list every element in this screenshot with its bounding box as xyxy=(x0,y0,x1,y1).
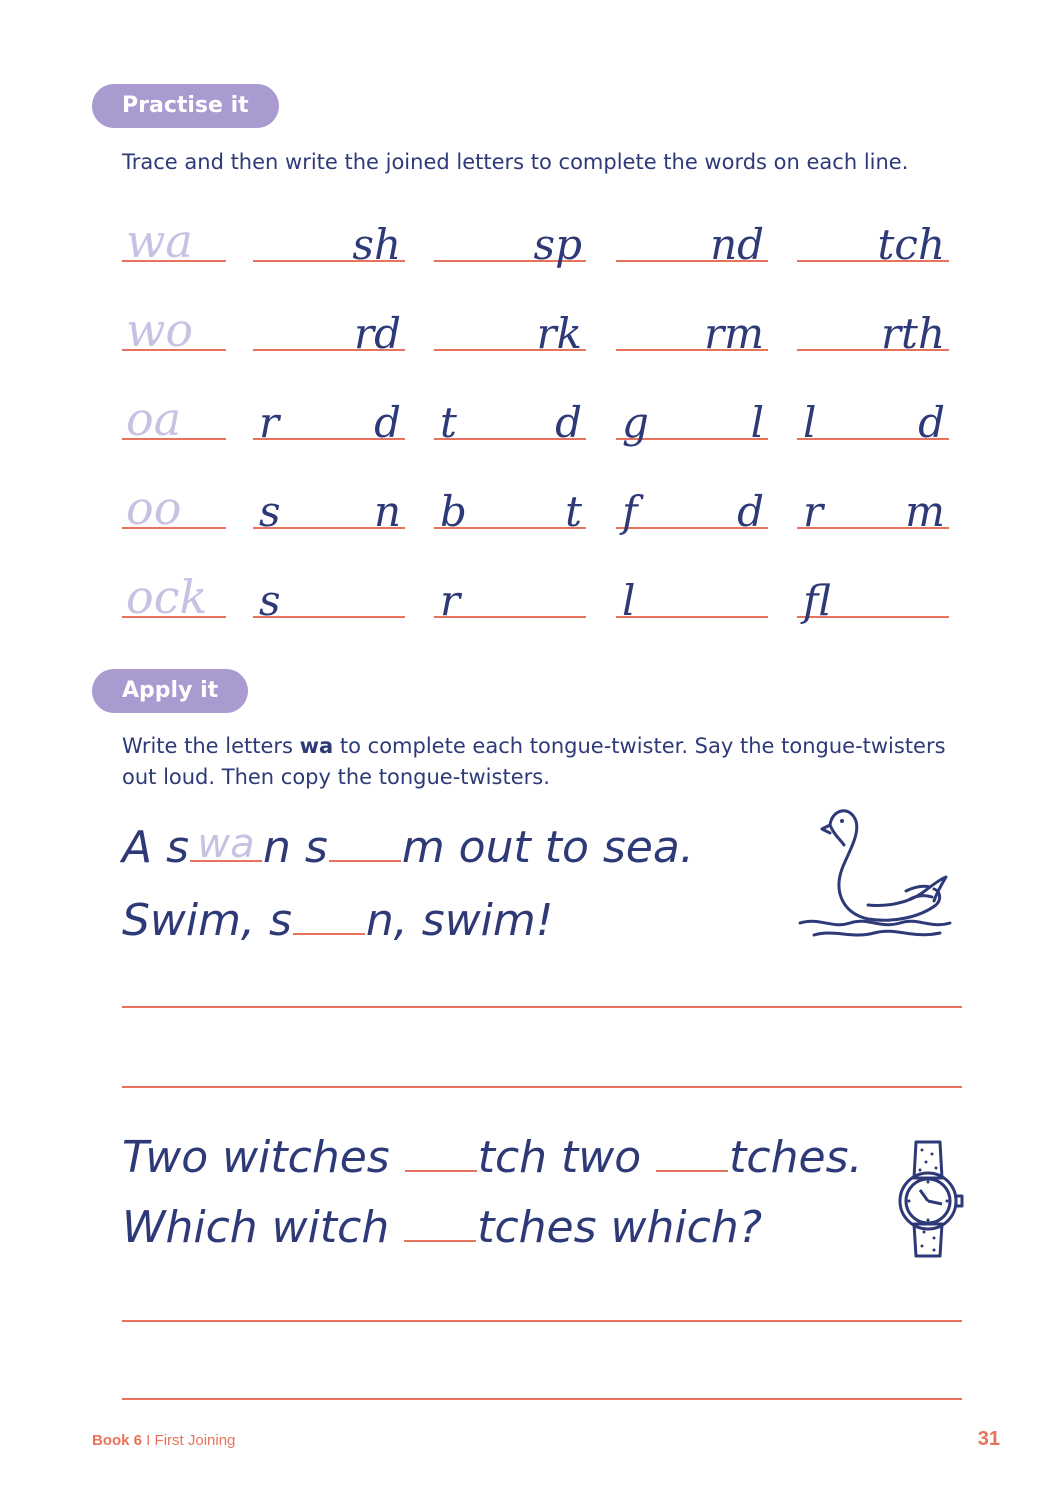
word-cell[interactable] xyxy=(797,192,949,269)
trace-cell[interactable] xyxy=(122,548,226,624)
writing-baseline xyxy=(616,616,768,618)
word-end-letters: tch xyxy=(877,220,945,269)
word-start-letters: s xyxy=(259,576,281,625)
practice-row xyxy=(0,459,1060,536)
page-number: 31 xyxy=(977,1428,1000,1450)
twister1-line2-b: n, swim! xyxy=(365,895,554,946)
word-start-letters: r xyxy=(259,398,280,447)
word-cell[interactable] xyxy=(434,281,586,358)
practise-instruction: Trace and then write the joined letters to complete the words on each line. xyxy=(122,150,909,174)
word-end-letters: rth xyxy=(880,309,945,358)
word-start-letters: t xyxy=(440,398,457,447)
word-end-letters: l xyxy=(750,398,764,447)
apply-instruction-post: to complete each tongue-twister. Say the tongue-twisters out loud. Then copy the tongue-twisters. xyxy=(122,734,946,789)
twister1-line2 xyxy=(122,893,554,946)
word-start-letters: s xyxy=(259,487,281,536)
word-end-letters: rd xyxy=(354,309,401,358)
trace-letters: wa xyxy=(126,214,193,268)
word-start-letters: b xyxy=(440,487,467,536)
word-cell[interactable] xyxy=(616,548,768,625)
twister2-line1 xyxy=(122,1130,863,1183)
word-cell[interactable] xyxy=(253,192,405,269)
footer-subtitle: First Joining xyxy=(154,1432,236,1449)
word-cell[interactable] xyxy=(797,548,949,625)
twister2-line2-b: tches which? xyxy=(477,1202,763,1253)
twister2-blank-2[interactable] xyxy=(656,1130,728,1172)
word-cell[interactable] xyxy=(253,281,405,358)
word-cell[interactable] xyxy=(797,281,949,358)
twister1-line2-a: Swim, s xyxy=(122,895,292,946)
trace-cell[interactable] xyxy=(122,192,226,268)
trace-letters: ock xyxy=(126,570,208,624)
twister2-line2-a: Which witch xyxy=(122,1202,404,1253)
word-cell[interactable] xyxy=(434,459,586,536)
word-cell[interactable] xyxy=(253,370,405,447)
practice-row xyxy=(0,548,1060,625)
twister1-blank-3[interactable] xyxy=(293,893,365,935)
word-cell[interactable] xyxy=(616,192,768,269)
word-cell[interactable] xyxy=(616,459,768,536)
word-end-letters: rk xyxy=(536,309,582,358)
word-cell[interactable] xyxy=(616,281,768,358)
word-start-letters: r xyxy=(440,576,461,625)
twister1-line1 xyxy=(122,820,694,873)
word-start-letters: l xyxy=(622,576,636,625)
word-cell[interactable] xyxy=(434,548,586,625)
trace-letters: oo xyxy=(126,481,182,535)
word-start-letters: g xyxy=(622,398,649,447)
word-end-letters: m xyxy=(905,487,945,536)
twister1-line1-c: m out to sea. xyxy=(401,822,694,873)
practice-row xyxy=(0,370,1060,447)
word-end-letters: sh xyxy=(352,220,401,269)
twister1-line1-b: n s xyxy=(263,822,328,873)
practice-row xyxy=(0,281,1060,358)
word-end-letters: n xyxy=(373,487,401,536)
writing-line-2[interactable] xyxy=(122,1086,962,1088)
twister2-line2 xyxy=(122,1200,763,1253)
word-cell[interactable] xyxy=(797,370,949,447)
word-cell[interactable] xyxy=(253,459,405,536)
word-start-letters: r xyxy=(803,487,824,536)
twister1-filled-letters: wa xyxy=(197,821,255,867)
twister1-blank-2[interactable] xyxy=(329,820,401,862)
word-start-letters: f xyxy=(622,487,638,536)
trace-cell[interactable] xyxy=(122,370,226,446)
practice-row xyxy=(0,192,1060,269)
trace-letters: wo xyxy=(126,303,194,357)
twister2-line1-b: tch two xyxy=(477,1132,656,1183)
word-cell[interactable] xyxy=(797,459,949,536)
word-end-letters: sp xyxy=(533,220,582,269)
footer-book-title xyxy=(92,1432,235,1449)
word-start-letters: l xyxy=(803,398,817,447)
word-cell[interactable] xyxy=(253,548,405,625)
word-cell[interactable] xyxy=(434,192,586,269)
apply-instruction-bold: wa xyxy=(299,734,334,758)
word-end-letters: d xyxy=(374,398,401,447)
word-end-letters: d xyxy=(918,398,945,447)
trace-cell[interactable] xyxy=(122,459,226,535)
swan-icon xyxy=(790,795,965,945)
section-heading-apply: Apply it xyxy=(92,669,248,713)
apply-instruction-pre: Write the letters xyxy=(122,734,300,758)
word-end-letters: d xyxy=(737,487,764,536)
word-end-letters: nd xyxy=(710,220,764,269)
writing-line-1[interactable] xyxy=(122,1006,962,1008)
trace-cell[interactable] xyxy=(122,281,226,357)
word-start-letters: fl xyxy=(803,576,832,625)
twister2-blank-1[interactable] xyxy=(405,1130,477,1172)
twister2-blank-3[interactable] xyxy=(404,1200,476,1242)
apply-instruction xyxy=(122,731,962,793)
word-cell[interactable] xyxy=(616,370,768,447)
word-cell[interactable] xyxy=(434,370,586,447)
footer-separator: I xyxy=(142,1432,155,1449)
word-end-letters: t xyxy=(565,487,582,536)
word-end-letters: rm xyxy=(704,309,764,358)
twister1-line1-a: A s xyxy=(122,822,190,873)
wristwatch-icon xyxy=(890,1138,970,1263)
footer-book: Book 6 xyxy=(92,1432,143,1449)
twister1-blank-filled[interactable] xyxy=(190,820,262,867)
writing-line-3[interactable] xyxy=(122,1320,962,1322)
trace-letters: oa xyxy=(126,392,182,446)
section-heading-practise: Practise it xyxy=(92,84,279,128)
writing-line-4[interactable] xyxy=(122,1398,962,1400)
word-end-letters: d xyxy=(555,398,582,447)
twister2-line1-a: Two witches xyxy=(122,1132,404,1183)
twister2-line1-c: tches. xyxy=(729,1132,863,1183)
